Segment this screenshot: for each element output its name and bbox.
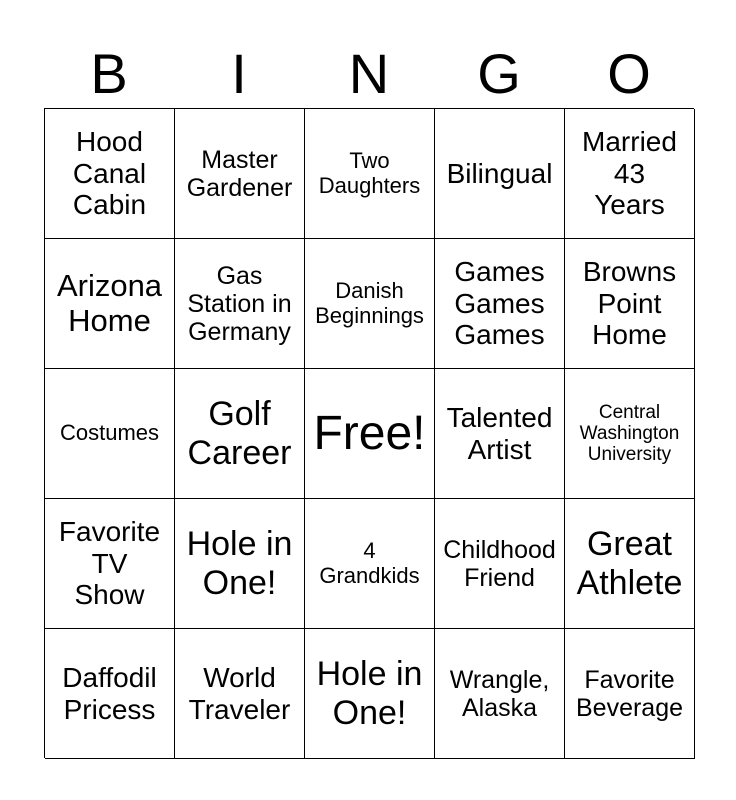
cell-text: Hole in One! bbox=[186, 525, 293, 602]
bingo-cell[interactable] bbox=[435, 629, 565, 759]
header-letter-b: B bbox=[90, 42, 128, 105]
cell-text: Favorite TV Show bbox=[58, 516, 161, 611]
cell-text: Danish Beginnings bbox=[315, 277, 424, 328]
bingo-cell[interactable] bbox=[175, 109, 305, 239]
bingo-cell[interactable] bbox=[45, 109, 175, 239]
bingo-cell[interactable] bbox=[435, 239, 565, 369]
cell-text: Great Athlete bbox=[576, 525, 683, 602]
bingo-cell[interactable] bbox=[305, 239, 435, 369]
bingo-header bbox=[44, 40, 694, 108]
cell-text: Hood Canal Cabin bbox=[72, 126, 147, 221]
cell-text: Bilingual bbox=[446, 157, 553, 189]
cell-text: Browns Point Home bbox=[582, 256, 677, 351]
header-letter-g: G bbox=[477, 42, 521, 105]
cell-text: Central Washington University bbox=[579, 401, 680, 466]
bingo-cell[interactable] bbox=[305, 499, 435, 629]
bingo-cell[interactable] bbox=[565, 629, 695, 759]
bingo-cell[interactable] bbox=[45, 499, 175, 629]
bingo-cell[interactable] bbox=[565, 499, 695, 629]
cell-text: Arizona Home bbox=[56, 267, 163, 338]
free-space-text: Free! bbox=[313, 406, 426, 460]
free-space-cell[interactable] bbox=[305, 369, 435, 499]
header-letter-i: I bbox=[231, 42, 247, 105]
bingo-cell[interactable] bbox=[45, 629, 175, 759]
bingo-cell[interactable] bbox=[175, 369, 305, 499]
bingo-cell[interactable] bbox=[305, 109, 435, 239]
cell-text: World Traveler bbox=[188, 662, 291, 725]
bingo-cell[interactable] bbox=[565, 109, 695, 239]
cell-text: Golf Career bbox=[187, 395, 292, 472]
header-letter-n: N bbox=[348, 42, 390, 105]
bingo-cell[interactable] bbox=[305, 629, 435, 759]
cell-text: Childhood Friend bbox=[443, 535, 556, 592]
cell-text: Games Games Games bbox=[454, 256, 545, 351]
cell-text: 4 Grandkids bbox=[319, 537, 420, 588]
header-letter-o: O bbox=[607, 42, 651, 105]
bingo-cell[interactable] bbox=[565, 369, 695, 499]
bingo-cell[interactable] bbox=[175, 629, 305, 759]
bingo-cell[interactable] bbox=[175, 239, 305, 369]
bingo-cell[interactable] bbox=[45, 239, 175, 369]
cell-text: Gas Station in Germany bbox=[187, 261, 292, 346]
bingo-cell[interactable] bbox=[435, 109, 565, 239]
cell-text: Costumes bbox=[59, 420, 160, 446]
bingo-cell[interactable] bbox=[435, 369, 565, 499]
bingo-cell[interactable] bbox=[435, 499, 565, 629]
cell-text: Two Daughters bbox=[318, 147, 421, 198]
cell-text: Wrangle, Alaska bbox=[449, 665, 550, 722]
cell-text: Favorite Beverage bbox=[575, 665, 684, 722]
cell-text: Master Gardener bbox=[186, 145, 293, 202]
cell-text: Married 43 Years bbox=[582, 126, 677, 221]
bingo-cell[interactable] bbox=[45, 369, 175, 499]
bingo-cell[interactable] bbox=[175, 499, 305, 629]
bingo-cell[interactable] bbox=[565, 239, 695, 369]
cell-text: Hole in One! bbox=[316, 655, 423, 732]
cell-text: Daffodil Pricess bbox=[62, 662, 157, 725]
cell-text: Talented Artist bbox=[446, 402, 553, 465]
bingo-board bbox=[44, 108, 694, 758]
